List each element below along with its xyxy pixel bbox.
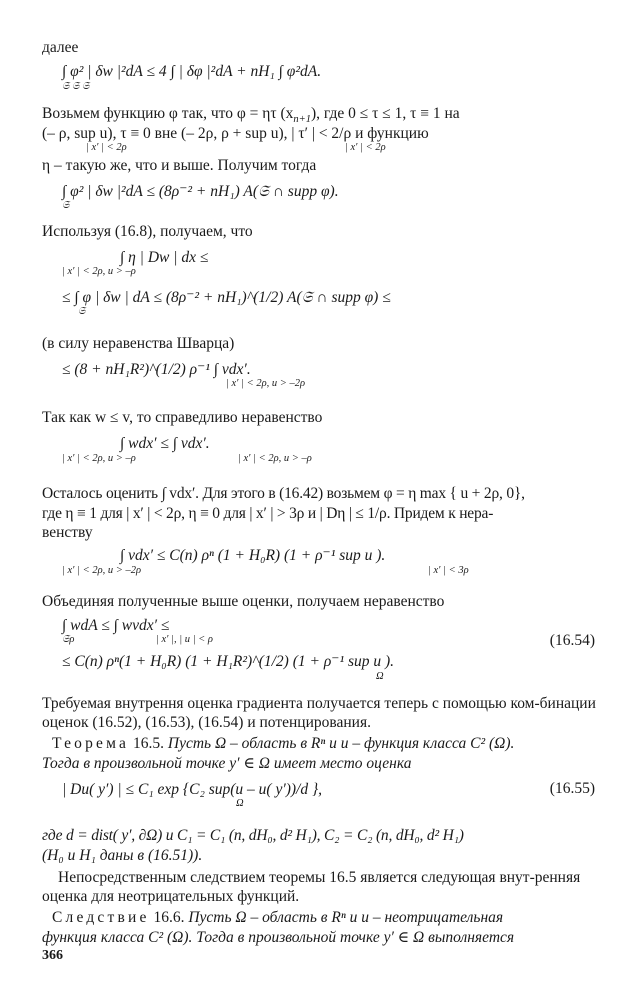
formula-line: ∫ vdx′ ≤ C(n) ρⁿ (1 + H₀R) (1 + ρ⁻¹ sup u ). [120, 547, 386, 564]
formula-subscript: | x′ | < 2ρ, u > –ρ [62, 453, 136, 464]
formula-subscript: | x′ | < 2ρ, u > –ρ [62, 266, 136, 277]
formula-line: ≤ C(n) ρⁿ(1 + H₀R) (1 + H₁R²)^(1/2) (1 + ρ⁻¹ sup u ). [62, 653, 395, 670]
formula-subscript: | x′ |, | u | < ρ [156, 634, 213, 645]
formula-subscript: 𝔖ρ [62, 634, 75, 645]
theorem-line: Тогда в произвольной точке y′ ∈ Ω имеет место оценка [42, 755, 412, 772]
text-line: (H₀ и H₁ даны в (16.51)). [42, 847, 203, 864]
text-line: (– ρ, sup u), τ ≡ 0 вне (– 2ρ, ρ + sup u), | τ′ | < 2/ρ и функцию [42, 125, 429, 142]
formula-subscript: 𝔖 [78, 306, 86, 317]
text-line: Объединяя полученные выше оценки, получаем неравенство [42, 593, 445, 610]
equation-number: (16.54) [549, 632, 595, 649]
corollary-heading: Следствие [52, 909, 150, 926]
subscript: n+1 [293, 114, 312, 126]
formula-line: ∫ φ² | δw |²dA ≤ (8ρ⁻² + nH₁) A(𝔖 ∩ supp φ). [62, 183, 339, 200]
text-line: далее [42, 39, 79, 56]
paragraph: Непосредственным следствием теоремы 16.5 является следующая внут-ренняя оценка для неотрицательных функций. [42, 869, 581, 905]
formula-subscript: Ω [236, 798, 244, 809]
formula-subscript: | x′ | < 2ρ, u > –2ρ [62, 565, 141, 576]
formula-line: ∫ η | Dw | dx ≤ [120, 249, 209, 266]
formula-line: | Du( y′) | ≤ C₁ exp {C₂ sup(u – u( y′))/d }, [62, 781, 323, 798]
formula-line: ≤ (8 + nH₁R²)^(1/2) ρ⁻¹ ∫ vdx′. [62, 361, 251, 378]
corollary-line [42, 908, 503, 927]
formula-subscript: 𝔖 [62, 200, 70, 211]
formula-line: ≤ ∫ φ | δw | dA ≤ (8ρ⁻² + nH₁)^(1/2) A(𝔖 ∩ supp φ) ≤ [62, 289, 391, 306]
page-number: 366 [42, 948, 63, 963]
text-line: Используя (16.8), получаем, что [42, 223, 253, 240]
text-line: венству [42, 524, 93, 541]
paragraph: Требуемая внутрення оценка градиента получается теперь с помощью ком-бинации оценок (16.52), (16.53), (16.54) и потенцирования. [42, 695, 596, 731]
text-line: где d = dist( y′, ∂Ω) и C₁ = C₁ (n, dH₀, d² H₁), C₂ = C₂ (n, dH₀, d² H₁) [42, 827, 464, 844]
text-segment: Возьмем функцию φ так, что φ = ητ (x [42, 105, 294, 122]
formula-subscript: | x′ | < 2ρ [345, 142, 386, 153]
corollary-text: Пусть Ω – область в Rⁿ и u – неотрицательная [188, 909, 504, 926]
text-line: (в силу неравенства Шварца) [42, 335, 235, 352]
text-line: где η ≡ 1 для | x′ | < 2ρ, η ≡ 0 для | x′ | > 3ρ и | Dη | ≤ 1/ρ. Придем к нера- [42, 505, 494, 522]
text-line: Осталось оценить ∫ vdx′. Для этого в (16.42) возьмем φ = η max { u + 2ρ, 0}, [42, 485, 525, 502]
theorem-number: 16.5. [133, 735, 164, 752]
formula-subscript: | x′ | < 2ρ, u > –2ρ [226, 378, 305, 389]
formula-subscript: | x′ | < 2ρ [86, 142, 127, 153]
equation-number: (16.55) [549, 780, 595, 797]
formula-line: ∫ φ² | δw |²dA ≤ 4 ∫ | δφ |²dA + nH₁ ∫ φ²dA. [62, 63, 322, 80]
formula-subscript: | x′ | < 3ρ [428, 565, 469, 576]
formula-line: ∫ wdA ≤ ∫ wvdx′ ≤ [62, 617, 170, 634]
formula-subscript: Ω [376, 671, 384, 682]
theorem-text: Пусть Ω – область в Rⁿ и u – функция класса C² (Ω). [167, 735, 515, 752]
formula-line: ∫ wdx′ ≤ ∫ vdx′. [120, 435, 210, 452]
theorem-line [42, 734, 514, 753]
text-line: Так как w ≤ v, то справедливо неравенство [42, 409, 323, 426]
formula-subscript: 𝔖 𝔖 𝔖 [62, 81, 90, 92]
corollary-line: функция класса C² (Ω). Тогда в произвольной точке y′ ∈ Ω выполняется [42, 929, 515, 946]
formula-subscript: | x′ | < 2ρ, u > –ρ [238, 453, 312, 464]
theorem-heading: Теорема [52, 735, 130, 752]
text-line: η – такую же, что и выше. Получим тогда [42, 157, 317, 174]
text-segment: ), где 0 ≤ τ ≤ 1, τ ≡ 1 на [311, 105, 460, 122]
corollary-number: 16.6. [153, 909, 185, 926]
